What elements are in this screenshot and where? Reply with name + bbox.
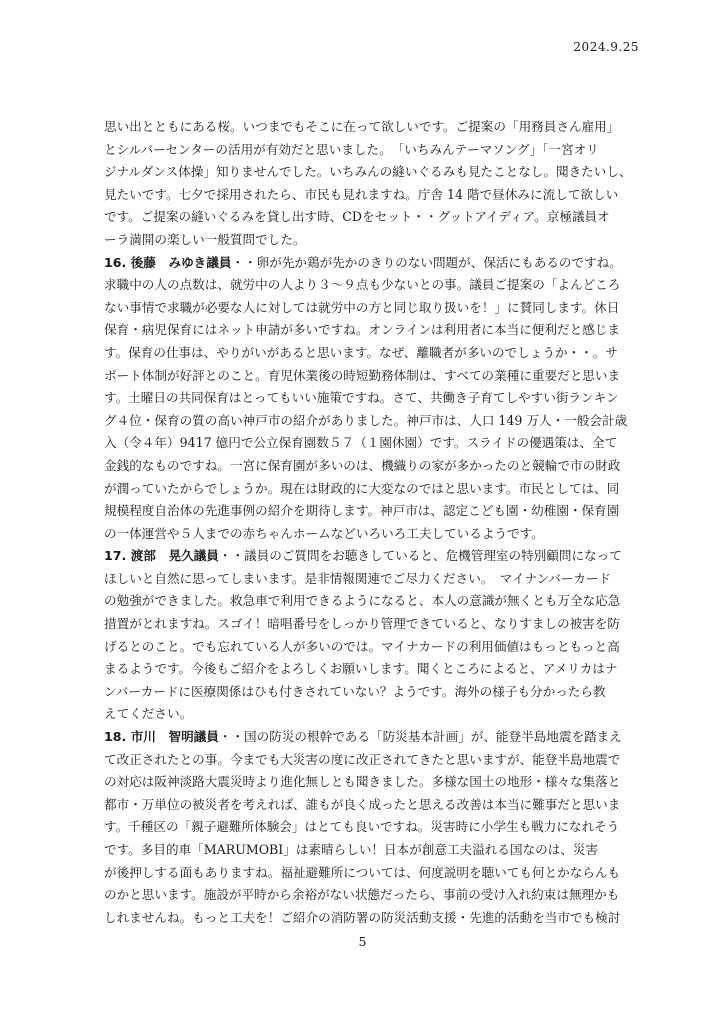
text-line: す。土曜日の共同保育はとってもいい施策ですね。さて、共働き子育てしやすい街ランキン	[104, 390, 619, 406]
text-line-rest: ・・議員のご質問をお聴きしていると、危機管理室の特別顧問になって	[218, 548, 622, 564]
text-line	[104, 252, 644, 275]
text-line: す。千種区の「親子避難所体験会」はとても良いですね。災害時に小学生も戦力になれそう	[104, 819, 620, 835]
text-line: げるとのこと。でも忘れている人が多いのでは。マイナカードの利用価値はもっともっと高	[104, 638, 620, 654]
page-number: 5	[358, 934, 367, 949]
text-line: しれませんね。もっと工夫を！ご紹介の消防署の防災活動支援・先進的活動を当市でも検討	[104, 909, 621, 925]
text-line-rest: ・・国の防災の根幹である「防災基本計画」が、能登半島地震を踏まえ	[218, 729, 622, 745]
text-line: 求職中の人の点数は、就労中の人より３～９点も少ないとの事。議員ご提案の「よんどころ	[104, 277, 621, 293]
text-line: 思い出とともにある桜。いつまでもそこに在って欲しいです。ご提案の「用務員さん雇用」	[104, 119, 620, 134]
text-line: です。ご提案の縫いぐるみを貸し出す時、CDをセット・・グットアイディア。京極議員オ	[104, 209, 610, 225]
text-line	[104, 726, 644, 749]
text-line: ほしいと自然に思ってしまいます。是非情報関連でご尽力ください。 マイナンバーカード	[104, 570, 612, 586]
text-line: の一体運営や５人までの赤ちゃんホームなどいろいろ工夫しているようです。	[104, 525, 544, 541]
text-line: 金銭的なものですね。一宮に保育園が多いのは、機織りの家が多かったのと競輪で市の財政	[104, 457, 621, 473]
text-line: 規模程度自治体の先進事例の紹介を期待します。神戸市は、認定こども園・幼稚園・保育園	[104, 503, 620, 519]
text-line: が潤っていたからでしょうか。現在は財政的に大変なのではと思います。市民としては、同	[104, 480, 620, 496]
text-line: 入（令４年）9417 億円で公立保育園数５７（１園休園）です。スライドの優遇策は、全て	[104, 435, 618, 451]
text-line: ーラ満開の楽しい一般質問でした。	[104, 231, 306, 247]
date-header: 2024.9.25	[573, 40, 639, 54]
document-body	[104, 116, 644, 929]
text-line: す。保育の仕事は、やりがいがあると思います。なぜ、離職者が多いのでしょうか・・。サ	[104, 344, 618, 360]
text-line: の勉強ができました。救急車で利用できるようになると、本人の意識が無くとも万全な応急	[104, 593, 621, 609]
text-line: ジナルダンス体操」知りませんでした。いちみんの縫いぐるみも見たことなし。聞きたいし、	[104, 164, 632, 180]
text-line: グ４位・保育の質の高い神戸市の紹介がありました。神戸市は、人口 149 万人・一般会計歳	[104, 412, 628, 428]
text-line: ない事情で求職が必要な人に対しては就労中の方と同じ取り扱いを！」に賛同します。休日	[104, 299, 620, 315]
text-line: まるようです。今後もご紹介をよろしくお願いします。聞くところによると、アメリカはナ	[104, 661, 618, 677]
text-line: です。多目的車「MARUMOBI」は素晴らしい！日本が創意工夫溢れる国なのは、災害	[104, 842, 599, 857]
text-line-rest: ・・卵が先か鶏が先かのきりのない問題が、保活にもあるのですね。	[231, 254, 622, 270]
paragraph-watanabe	[104, 545, 644, 726]
text-line: ンバーカードに医療関係はひも付きされていない？ようです。海外の様子も分かったら教	[104, 683, 606, 699]
speaker-heading: 17. 渡部 晃久議員	[104, 548, 219, 564]
speaker-heading: 18. 市川 智明議員	[104, 729, 219, 745]
text-line: が後押しする面もありますね。福祉避難所については、何度説明を聴いても何とかならんも	[104, 864, 621, 880]
paragraph-goto	[104, 252, 644, 546]
text-line: ポート体制が好評とのこと。育児休業後の時短勤務体制は、すべての業種に重要だと思いま	[104, 367, 621, 383]
text-line: のかと思います。施設が平時から余裕がない状態だったら、事前の受け入れ約束は無理かも	[104, 887, 620, 903]
text-line: 措置がとれますね。スゴイ！暗唱番号をしっかり管理できていると、なりすましの被害を防	[104, 616, 620, 632]
text-line: て改正されたとの事。今までも大災害の度に改正されてきたと思いますが、能登半島地震で	[104, 751, 621, 767]
text-line	[104, 545, 644, 568]
text-line: 都市・万単位の被災者を考えれば、誰もが良く成ったと思える改善は本当に難事だと思いま	[104, 796, 621, 812]
text-line: の対応は阪神淡路大震災時より進化無しとも聞きました。多様な国土の地形・様々な集落と	[104, 774, 621, 790]
paragraph-ichikawa	[104, 726, 644, 929]
text-line: えてください。	[104, 706, 193, 722]
text-line: とシルバーセンターの活用が有効だと思いました。 「いちみんテーマソング」「一宮オリ	[104, 141, 599, 157]
text-line: 見たいです。七夕で採用されたら、市民も見れますね。庁舎 14 階で昼休みに流して欲しい	[104, 186, 619, 202]
text-line: 保育・病児保育にはネット申請が多いですね。オンラインは利用者に本当に便利だと感じま	[104, 322, 620, 338]
paragraph-intro	[104, 116, 644, 252]
speaker-heading: 16. 後藤 みゆき議員	[104, 254, 232, 270]
